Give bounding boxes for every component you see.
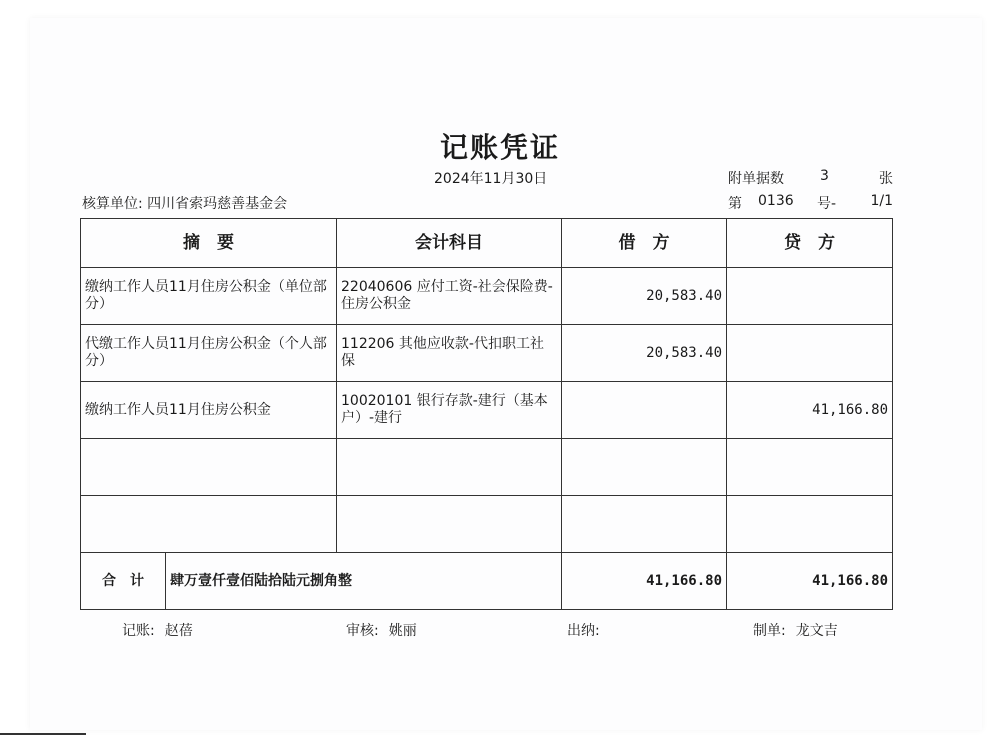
table-header-row xyxy=(81,219,893,268)
preparer-label: 制单: xyxy=(753,623,786,639)
voucher-suffix: 号- xyxy=(817,196,837,212)
voucher-title: 记账凭证 xyxy=(439,131,560,164)
header-summary: 摘 要 xyxy=(81,219,337,268)
row-credit xyxy=(727,439,893,496)
row-credit: 41,166.80 xyxy=(727,382,893,439)
row-debit: 20,583.40 xyxy=(562,325,727,382)
table-row xyxy=(81,268,893,325)
reviewer-label: 审核: xyxy=(346,623,379,639)
table-row xyxy=(81,382,893,439)
preparer xyxy=(753,620,838,640)
row-summary xyxy=(81,439,337,496)
row-summary: 缴纳工作人员11月住房公积金 xyxy=(81,382,337,439)
accounting-unit-label: 核算单位: xyxy=(82,196,143,212)
total-amount-words: 肆万壹仟壹佰陆拾陆元捌角整 xyxy=(166,553,562,610)
row-account xyxy=(337,439,562,496)
row-summary: 代缴工作人员11月住房公积金（个人部分） xyxy=(81,325,337,382)
row-debit xyxy=(562,382,727,439)
row-summary: 缴纳工作人员11月住房公积金（单位部分） xyxy=(81,268,337,325)
voucher-date: 2024年11月30日 xyxy=(434,171,548,187)
attachment-number: 3 xyxy=(820,168,829,184)
header-debit: 借 方 xyxy=(562,219,727,268)
row-debit xyxy=(562,439,727,496)
attachment-unit: 张 xyxy=(879,171,893,187)
row-account: 112206 其他应收款-代扣职工社保 xyxy=(337,325,562,382)
row-credit xyxy=(727,496,893,553)
total-label: 合 计 xyxy=(81,553,166,610)
reviewer xyxy=(346,620,417,640)
header-account: 会计科目 xyxy=(337,219,562,268)
accounting-unit-value: 四川省索玛慈善基金会 xyxy=(147,196,288,212)
voucher-number-value: 0136 xyxy=(758,193,794,209)
total-credit: 41,166.80 xyxy=(727,553,893,610)
voucher-page: 1/1 xyxy=(870,193,893,209)
row-account: 22040606 应付工资-社会保险费-住房公积金 xyxy=(337,268,562,325)
bookkeeper-name: 赵蓓 xyxy=(164,623,193,639)
accounting-unit xyxy=(82,193,287,213)
attachment-label: 附单据数 xyxy=(728,171,784,187)
attachment-count xyxy=(728,168,893,188)
total-debit: 41,166.80 xyxy=(562,553,727,610)
row-summary xyxy=(81,496,337,553)
row-credit xyxy=(727,268,893,325)
bookkeeper xyxy=(122,620,193,640)
row-account xyxy=(337,496,562,553)
total-row xyxy=(81,553,893,610)
table-row xyxy=(81,496,893,553)
voucher-table xyxy=(80,218,893,610)
row-debit xyxy=(562,496,727,553)
row-debit: 20,583.40 xyxy=(562,268,727,325)
cashier xyxy=(567,620,610,640)
bookkeeper-label: 记账: xyxy=(122,623,155,639)
preparer-name: 龙文吉 xyxy=(795,623,838,639)
row-credit xyxy=(727,325,893,382)
header-credit: 贷 方 xyxy=(727,219,893,268)
table-row xyxy=(81,325,893,382)
scan-edge-line xyxy=(0,733,86,735)
reviewer-name: 姚丽 xyxy=(388,623,417,639)
table-row xyxy=(81,439,893,496)
row-account: 10020101 银行存款-建行（基本户）-建行 xyxy=(337,382,562,439)
voucher-prefix: 第 xyxy=(728,196,742,212)
cashier-label: 出纳: xyxy=(567,623,600,639)
